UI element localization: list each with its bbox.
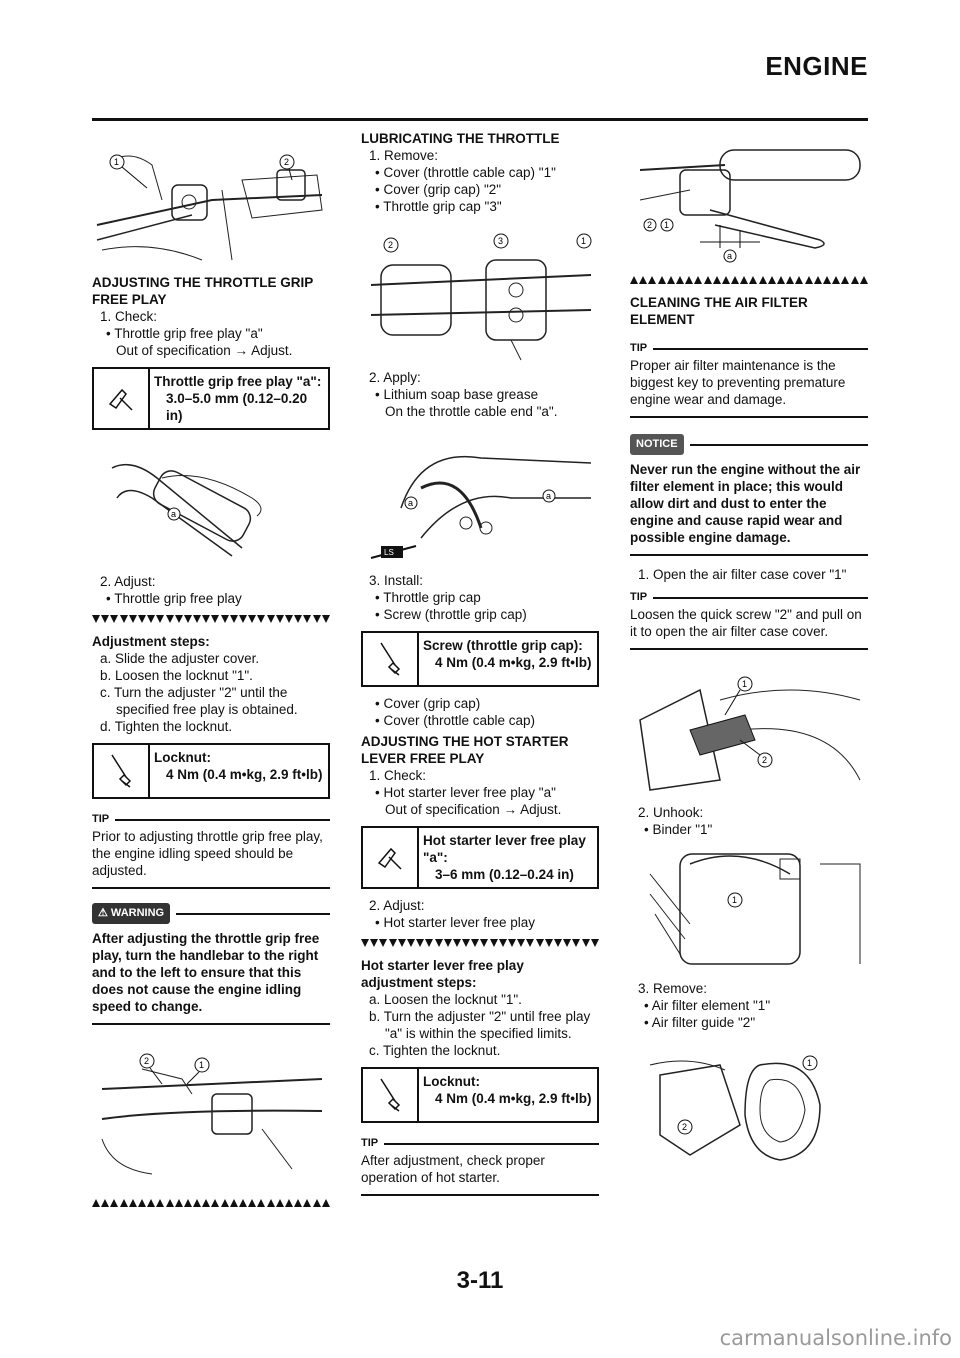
steps-end-marker [92, 1199, 330, 1209]
section-heading: ADJUSTING THE THROTTLE GRIP FREE PLAY [92, 275, 314, 307]
step: 1. Check: [100, 309, 158, 324]
spec-label: Hot starter lever free play "a": [423, 833, 586, 865]
tip-label: TIP [630, 342, 648, 354]
warning-icon: ⚠ [98, 907, 111, 919]
bullet: • Hot starter lever free play "a" [375, 785, 556, 800]
tip-label: TIP [92, 813, 110, 825]
column-2 [361, 130, 599, 1202]
step: 3. Install: [369, 573, 424, 588]
torque-wrench-icon [363, 633, 419, 685]
bullet: • Air filter element "1" [644, 998, 771, 1013]
sub-text: On the throttle cable end "a". [385, 404, 558, 419]
bullet: • Binder "1" [644, 822, 713, 837]
figure-throttle-covers [361, 215, 599, 365]
header-rule [92, 118, 868, 121]
step: 2. Adjust: [369, 898, 425, 913]
grease-label: LS [384, 548, 394, 557]
callout: 2 [647, 220, 653, 230]
bullet: • Lithium soap base grease [375, 387, 539, 402]
gauge-icon [363, 828, 419, 887]
step: 1. Remove: [369, 148, 439, 163]
tip-text: Prior to adjusting throttle grip free play, the engine idling speed should be adjusted. [92, 829, 323, 878]
spec-value: 4 Nm (0.4 m•kg, 2.9 ft•lb) [435, 1091, 592, 1106]
tip-label: TIP [361, 1137, 379, 1149]
steps-start-marker [92, 615, 330, 625]
steps-heading: Hot starter lever free play adjustment steps: [361, 958, 524, 990]
callout: 2 [144, 1056, 150, 1066]
spec-box [361, 826, 599, 889]
figure-grease-cable-end [361, 428, 599, 568]
warning-text: After adjusting the throttle grip free play, turn the handlebar to the right and to the left to ensure that this does not cause the engine idling speed to change. [92, 931, 320, 1014]
spec-label: Throttle grip free play "a": [154, 374, 322, 389]
callout: a [546, 491, 552, 501]
spec-label: Screw (throttle grip cap): [423, 638, 583, 653]
tip-label: TIP [630, 591, 648, 603]
section-heading: CLEANING THE AIR FILTER ELEMENT [630, 295, 808, 327]
column-3 [630, 130, 868, 1165]
torque-wrench-icon [94, 745, 150, 797]
callout: 1 [199, 1060, 205, 1070]
page-number: 3-11 [456, 1267, 504, 1294]
step: 1. Check: [369, 768, 427, 783]
bullet: • Throttle grip free play [106, 591, 242, 606]
bullet: • Screw (throttle grip cap) [375, 607, 527, 622]
callout: 1 [664, 220, 670, 230]
spec-value: 3.0–5.0 mm (0.12–0.20 in) [166, 391, 308, 423]
column-1 [92, 130, 330, 1217]
bullet: • Throttle grip cap [375, 590, 481, 605]
step: 2. Adjust: [100, 574, 156, 589]
callout: 1 [732, 895, 738, 905]
warning-box [92, 903, 330, 1025]
bullet: • Hot starter lever free play [375, 915, 536, 930]
callout: 3 [498, 236, 504, 246]
callout: a [408, 498, 414, 508]
tip-box [630, 340, 868, 418]
spec-box [92, 367, 330, 430]
substep: a. Loosen the locknut "1". [369, 992, 522, 1007]
figure-air-filter-removal [630, 1045, 868, 1165]
bullet: • Cover (grip cap) "2" [375, 182, 502, 197]
spec-label: Locknut: [423, 1074, 480, 1089]
bullet: • Air filter guide "2" [644, 1015, 756, 1030]
spec-box [361, 631, 599, 687]
spec-box [361, 1067, 599, 1123]
tip-box [92, 811, 330, 889]
spec-box [92, 743, 330, 799]
tip-box [361, 1135, 599, 1196]
section-heading: ADJUSTING THE HOT STARTER LEVER FREE PLAY [361, 734, 569, 766]
callout: 1 [742, 679, 748, 689]
figure-throttle-adjuster [92, 1039, 330, 1179]
substep: c. Tighten the locknut. [369, 1043, 501, 1058]
section-heading: LUBRICATING THE THROTTLE [361, 131, 560, 146]
callout: 2 [284, 157, 290, 167]
watermark: carmanualsonline.info [719, 1326, 952, 1350]
callout: 1 [114, 157, 120, 167]
steps-end-marker [630, 276, 868, 286]
torque-wrench-icon [363, 1069, 419, 1121]
tip-text: After adjustment, check proper operation of hot starter. [361, 1153, 545, 1185]
substep: a. Slide the adjuster cover. [100, 651, 260, 666]
callout: 1 [581, 236, 587, 246]
step: 2. Unhook: [638, 805, 704, 820]
step: 2. Apply: [369, 370, 421, 385]
spec-value: 4 Nm (0.4 m•kg, 2.9 ft•lb) [435, 655, 592, 670]
bullet: • Throttle grip free play "a" [106, 326, 263, 341]
callout: 2 [682, 1122, 688, 1132]
notice-badge: NOTICE [630, 434, 684, 455]
tip-text: Loosen the quick screw "2" and pull on it to open the air filter case cover. [630, 607, 862, 639]
bullet: • Throttle grip cap "3" [375, 199, 502, 214]
figure-air-filter-cover [630, 660, 868, 800]
figure-air-filter-binder [630, 844, 868, 972]
bullet: • Cover (throttle cable cap) [375, 713, 536, 728]
bullet: • Cover (grip cap) [375, 696, 481, 711]
bullet: • Cover (throttle cable cap) "1" [375, 165, 556, 180]
steps-start-marker [361, 939, 599, 949]
warning-badge: ⚠ WARNING [92, 903, 170, 924]
notice-box [630, 434, 868, 556]
figure-throttle-grip-play [92, 438, 330, 563]
figure-throttle-grip-top [92, 130, 330, 268]
steps-heading: Adjustment steps: [92, 634, 210, 649]
callout: a [171, 509, 177, 519]
sub-text: Out of specification → Adjust. [385, 802, 562, 817]
spec-value: 4 Nm (0.4 m•kg, 2.9 ft•lb) [166, 767, 323, 782]
callout: 2 [388, 240, 394, 250]
step: 3. Remove: [638, 981, 708, 996]
callout: 1 [807, 1058, 813, 1068]
tip-text: Proper air filter maintenance is the biggest key to preventing premature engine wear and damage. [630, 358, 846, 407]
substep: c. Turn the adjuster "2" until the specified free play is obtained. [100, 685, 298, 717]
callout: a [727, 251, 733, 261]
section-title: ENGINE [765, 51, 868, 81]
spec-value: 3–6 mm (0.12–0.24 in) [435, 867, 574, 882]
page-header [0, 0, 960, 122]
callout: 2 [762, 755, 768, 765]
figure-hot-starter-lever [630, 130, 868, 270]
spec-label: Locknut: [154, 750, 211, 765]
notice-text: Never run the engine without the air filter element in place; this would allow dirt and dust to enter the engine and cause rapid wear and possible engine damage. [630, 462, 861, 545]
tip-box [630, 589, 868, 650]
step: 1. Open the air filter case cover "1" [638, 567, 847, 582]
sub-text: Out of specification → Adjust. [116, 343, 293, 358]
substep: b. Turn the adjuster "2" until free play "a" is within the specified limits. [369, 1009, 591, 1041]
substep: d. Tighten the locknut. [100, 719, 233, 734]
gauge-icon [94, 369, 150, 428]
substep: b. Loosen the locknut "1". [100, 668, 253, 683]
